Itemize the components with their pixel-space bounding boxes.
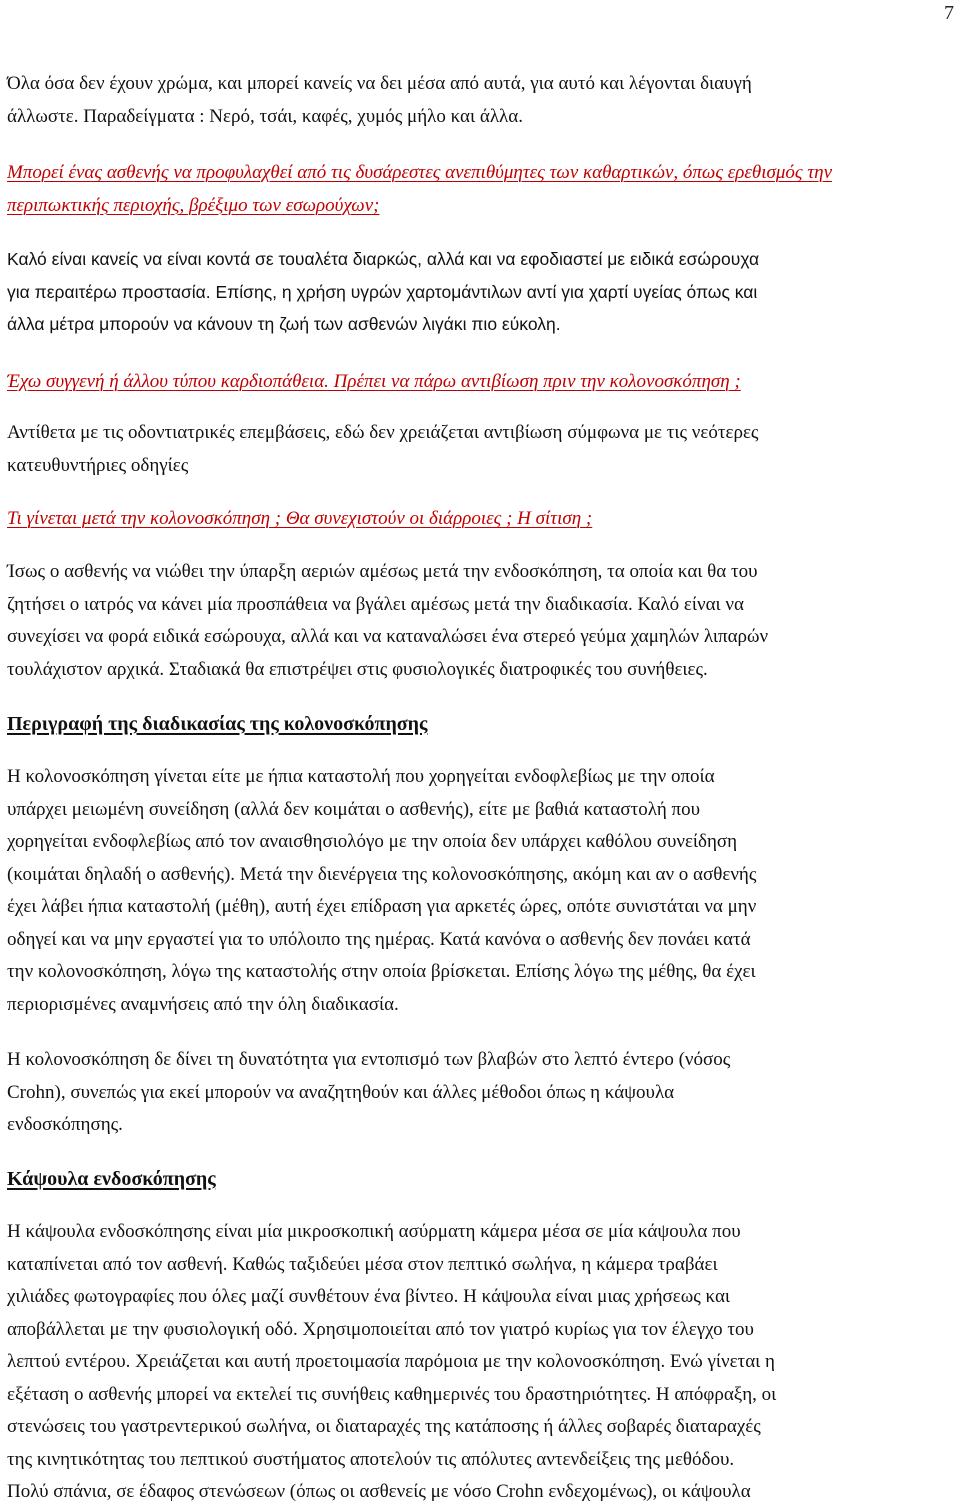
text-line: στενώσεις του γαστρεντερικού σωλήνα, οι διαταραχές της κατάποσης ή άλλες σοβαρές διαταραχές — [7, 1416, 761, 1437]
question-antibiotics-cardiopathy — [7, 366, 939, 399]
page-number: 7 — [944, 2, 954, 24]
heading-text: Περιγραφή της διαδικασίας της κολονοσκόπησης — [7, 713, 428, 735]
paragraph-after-colonoscopy — [7, 556, 939, 686]
paragraph-capsule-endoscopy — [7, 1216, 939, 1509]
text-line: Η κάψουλα ενδοσκόπησης είναι μία μικροσκοπική ασύρματη κάμερα μέσα σε μία κάψουλα που — [7, 1221, 741, 1242]
text-line: υπάρχει μειωμένη συνείδηση (αλλά δεν κοιμάται ο ασθενής), είτε με βαθιά καταστολή που — [7, 798, 700, 820]
text-line: ζητήσει ο ιατρός να κάνει μία προσπάθεια να βγάλει αμέσως μετά την διαδικασία. Καλό είναι να — [7, 593, 744, 615]
text-line: Η κολονοσκόπηση δε δίνει τη δυνατότητα για εντοπισμό των βλαβών στο λεπτό έντερο (νόσος — [7, 1049, 731, 1070]
question-laxative-side-effects — [7, 157, 939, 222]
text-line: Μπορεί ένας ασθενής να προφυλαχθεί από τις δυσάρεστες ανεπιθύμητες των καθαρτικών, όπως ερεθισμός την — [7, 162, 833, 183]
text-line: καταπίνεται από τον ασθενή. Καθώς ταξιδεύει μέσα στον πεπτικό σωλήνα, η κάμερα τραβάει — [7, 1253, 718, 1275]
text-line: οδηγεί και να μην εργαστεί για το υπόλοιπο της ημέρας. Κατά κανόνα ο ασθενής δεν πονάει κατά — [7, 928, 751, 950]
text-line: ενδοσκόπησης. — [7, 1114, 123, 1135]
text-line: Όλα όσα δεν έχουν χρώμα, και μπορεί κανείς να δει μέσα από αυτά, για αυτό και λέγονται διαυγή — [7, 73, 752, 94]
text-line: Έχω συγγενή ή άλλου τύπου καρδιοπάθεια. Πρέπει να πάρω αντιβίωση πριν την κολονοσκόπηση ; — [7, 371, 741, 392]
text-line: Crohn), συνεπώς για εκεί μπορούν να αναζητηθούν και άλλες μέθοδοι όπως η κάψουλα — [7, 1081, 675, 1103]
text-line: συνεχίσει να φορά ειδικά εσώρουχα, αλλά και να καταναλώσει ένα στερεό γεύμα χαμηλών λιπαρών — [7, 626, 769, 647]
text-line: άλλωστε. Παραδείγματα : Νερό, τσάι, καφές, χυμός μήλο και άλλα. — [7, 105, 523, 127]
text-line: περιορισμένες αναμνήσεις από την όλη διαδικασία. — [7, 993, 399, 1015]
text-line: την κολονοσκόπηση, λόγω της καταστολής στην οποία βρίσκεται. Επίσης λόγω της μέθης, θα έχει — [7, 961, 756, 982]
text-line: άλλα μέτρα μπορούν να κάνουν τη ζωή των ασθενών λιγάκι πιο εύκολη. — [7, 314, 561, 334]
paragraph-sedation — [7, 761, 939, 1021]
text-line: λεπτού εντέρου. Χρειάζεται και αυτή προετοιμασία παρόμοια με την κολονοσκόπηση. Ενώ γίνεται η — [7, 1351, 775, 1372]
text-line: περιπωκτικής περιοχής, βρέξιμο των εσωρούχων; — [7, 194, 380, 216]
text-line: χιλιάδες φωτογραφίες που όλες μαζί συνθέτουν ένα βίντεο. Η κάψουλα είναι μιας χρήσεως και — [7, 1286, 731, 1307]
heading-capsule-endoscopy — [7, 1163, 939, 1196]
text-line: Η κολονοσκόπηση γίνεται είτε με ήπια καταστολή που χορηγείται ενδοφλεβίως με την οποία — [7, 766, 715, 787]
text-line: για περαιτέρω προστασία. Επίσης, η χρήση υγρών χαρτομάντιλων αντί για χαρτί υγείας όπως και — [7, 281, 758, 302]
paragraph-clear-liquids — [7, 68, 939, 133]
paragraph-toilet-advice — [7, 243, 939, 341]
text-line: αποβάλλεται με την φυσιολογική οδό. Χρησιμοποιείται από τον γιατρό κυρίως για τον έλεγχο του — [7, 1318, 754, 1340]
text-line: (κοιμάται δηλαδή ο ασθενής). Μετά την διενέργεια της κολονοσκόπησης, ακόμη και αν ο ασθενής — [7, 863, 757, 885]
text-line: Καλό είναι κανείς να είναι κοντά σε τουαλέτα διαρκώς, αλλά και να εφοδιαστεί με ειδικά εσώρουχα — [7, 249, 760, 269]
heading-text: Κάψουλα ενδοσκόπησης — [7, 1168, 216, 1190]
text-line: της κινητικότητας του πεπτικού συστήματος αποτελούν τις απόλυτες αντενδείξεις της μεθόδου. — [7, 1448, 735, 1470]
text-line: χορηγείται ενδοφλεβίως από τον αναισθησιολόγο με την οποία δεν υπάρχει καθόλου συνείδηση — [7, 831, 738, 852]
question-after-colonoscopy — [7, 503, 939, 536]
text-line: Ίσως ο ασθενής να νιώθει την ύπαρξη αεριών αμέσως μετά την ενδοσκόπηση, τα οποία και θα του — [7, 561, 758, 582]
text-line: τουλάχιστον αρχικά. Σταδιακά θα επιστρέψει στις φυσιολογικές διατροφικές του συνήθειες. — [7, 658, 708, 680]
heading-procedure-description — [7, 708, 939, 741]
paragraph-antibiotics-answer — [7, 417, 939, 482]
text-line: κατευθυντήριες οδηγίες — [7, 454, 189, 476]
text-line: έχει λάβει ήπια καταστολή (μέθη), αυτή έχει επίδραση για αρκετές ώρες, οπότε συνιστάται να μην — [7, 896, 757, 917]
text-line: Τι γίνεται μετά την κολονοσκόπηση ; Θα συνεχιστούν οι διάρροιες ; Η σίτιση ; — [7, 508, 593, 529]
text-line: Αντίθετα με τις οδοντιατρικές επεμβάσεις, εδώ δεν χρειάζεται αντιβίωση σύμφωνα με τις νεότερες — [7, 422, 759, 443]
text-line: Πολύ σπάνια, σε έδαφος στενώσεων (όπως οι ασθενείς με νόσο Crohn ενδεχομένως), οι κάψουλα — [7, 1481, 751, 1502]
paragraph-small-intestine — [7, 1044, 939, 1142]
text-line: εξέταση ο ασθενής μπορεί να εκτελεί τις συνήθεις καθημερινές του δραστηριότητες. Η απόφραξη, οι — [7, 1383, 777, 1405]
